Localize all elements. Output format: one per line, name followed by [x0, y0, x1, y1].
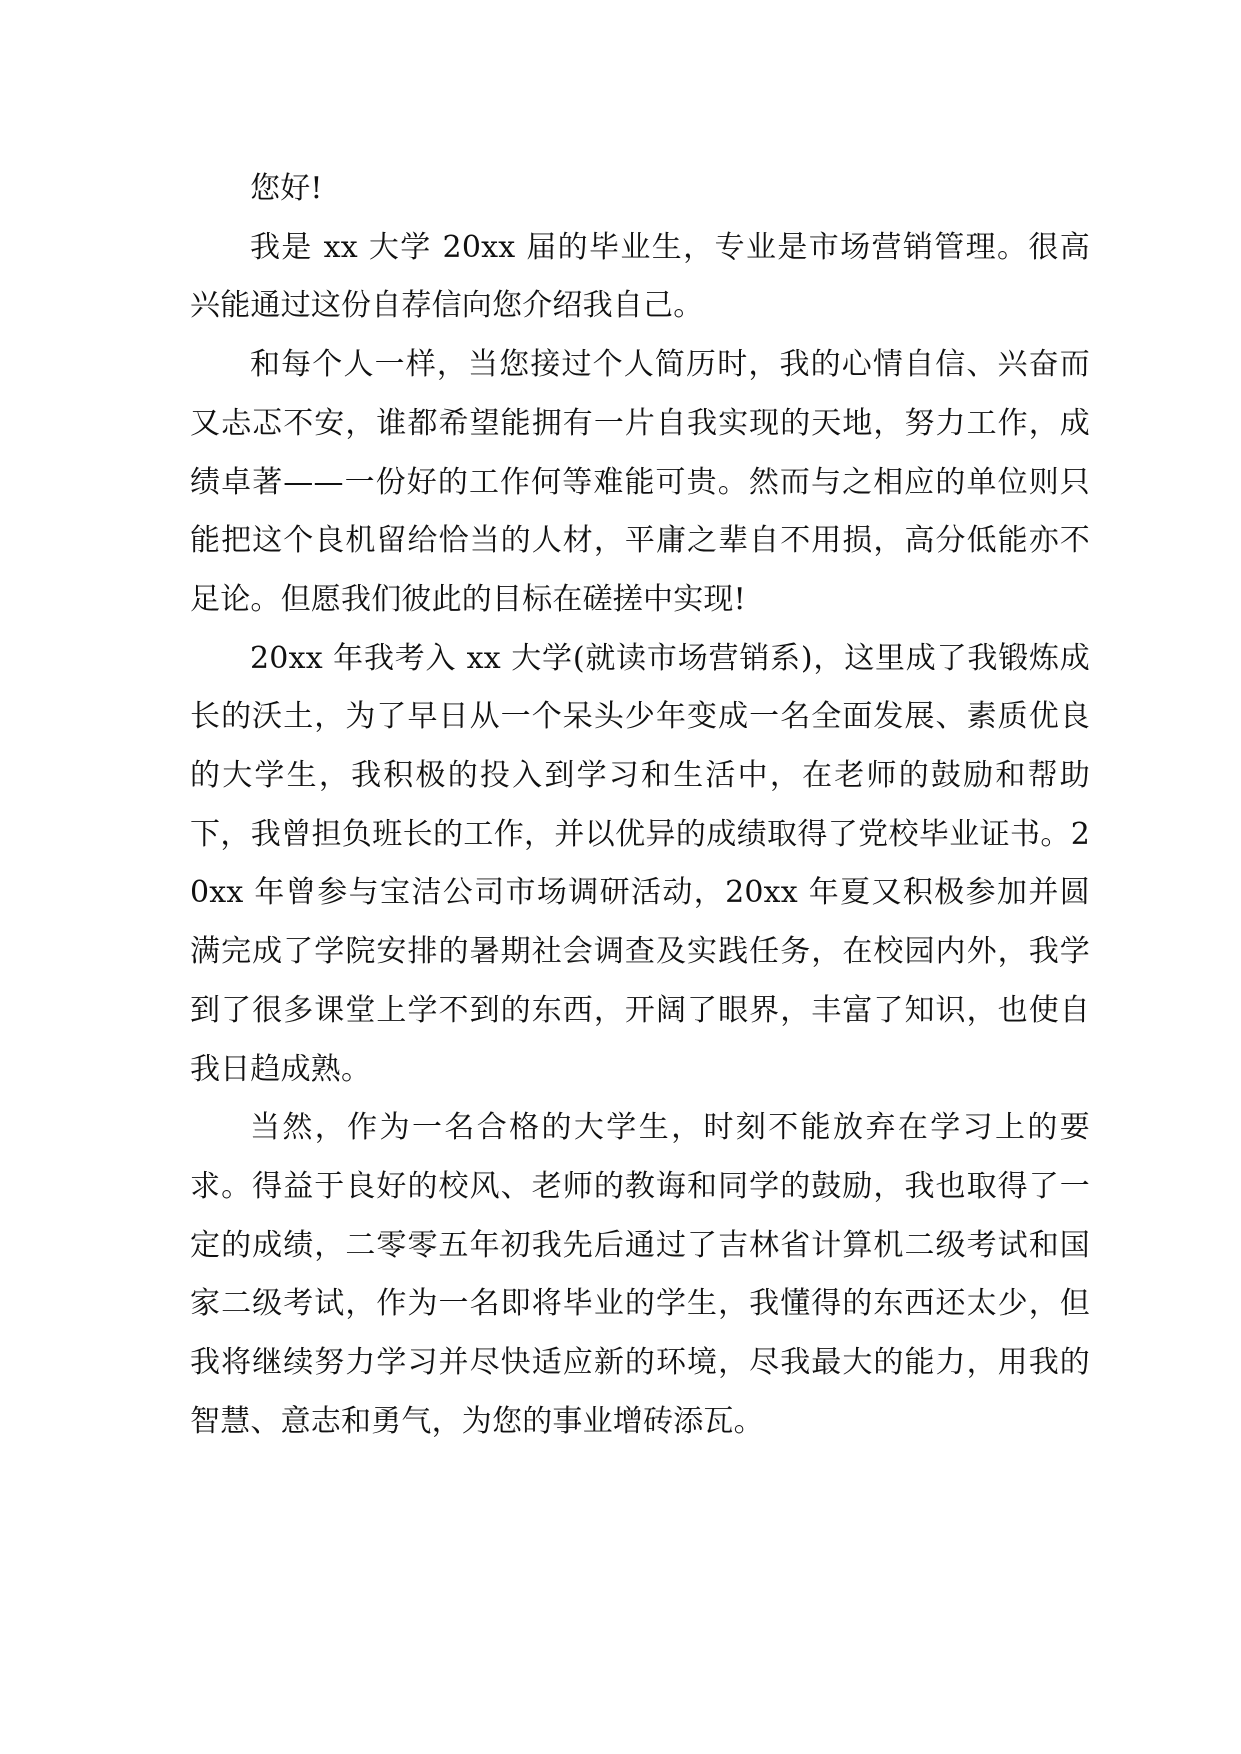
paragraph-motivation: 和每个人一样，当您接过个人简历时，我的心情自信、兴奋而又忐忑不安，谁都希望能拥有一片自我实现的天地，努力工作，成绩卓著——一份好的工作何等难能可贵。然而与之相应的单位则只能把这个良机留给恰当的人材，平庸之辈自不用损，高分低能亦不足论。但愿我们彼此的目标在磋搓中实现!: [190, 347, 1090, 617]
letter-body: [190, 160, 1090, 1451]
paragraph-introduction: 我是 xx 大学 20xx 届的毕业生，专业是市场营销管理。很高兴能通过这份自荐信向您介绍我自己。: [190, 229, 1090, 324]
paragraph-achievements: 当然，作为一名合格的大学生，时刻不能放弃在学习上的要求。得益于良好的校风、老师的教诲和同学的鼓励，我也取得了一定的成绩，二零零五年初我先后通过了吉林省计算机二级考试和国家二级考试，作为一名即将毕业的学生，我懂得的东西还太少，但我将继续努力学习并尽快适应新的环境，尽我最大的能力，用我的智慧、意志和勇气，为您的事业增砖添瓦。: [190, 1110, 1090, 1439]
greeting: 您好!: [250, 171, 323, 206]
paragraph-university-experience: 20xx 年我考入 xx 大学(就读市场营销系)，这里成了我锻炼成长的沃土，为了早日从一个呆头少年变成一名全面发展、素质优良的大学生，我积极的投入到学习和生活中，在老师的鼓励和帮助下，我曾担负班长的工作，并以优异的成绩取得了党校毕业证书。20xx 年曾参与宝洁公司市场调研活动，20xx 年夏又积极参加并圆满完成了学院安排的暑期社会调查及实践任务，在校园内外，我学到了很多课堂上学不到的东西，开阔了眼界，丰富了知识，也使自我日趋成熟。: [190, 640, 1090, 1087]
